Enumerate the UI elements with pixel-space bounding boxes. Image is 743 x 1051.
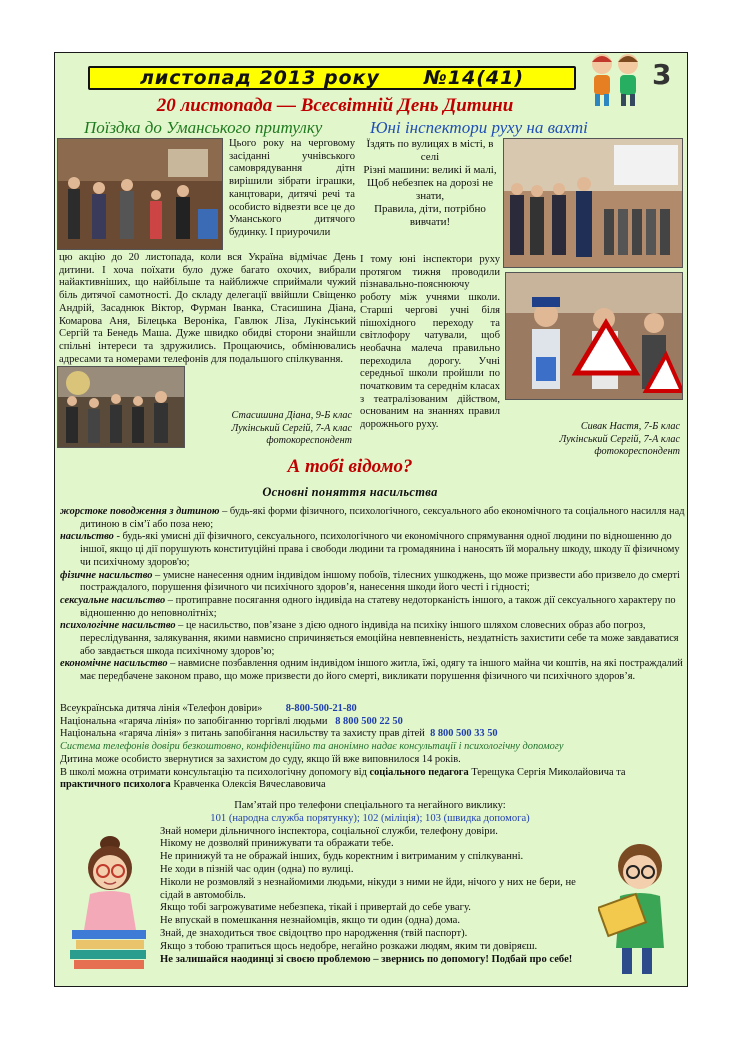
page-title: 20 листопада — Всесвітній День Дитини [156,95,514,116]
definition-term: сексуальне насильство [60,594,166,606]
issue-month: листопад 2013 року [139,67,380,89]
quiz-subtitle: Основні поняття насильства [262,485,438,499]
hotline-label: Національна «гаряча лінія» по запобіганню торгівлі людьми [60,715,328,727]
definition-item [60,620,688,658]
left-article-credits [190,410,352,448]
definition-term: насильство [60,531,114,543]
hotline-phone: 8 800 500 33 50 [430,728,498,740]
orphanage-visit-photo [57,138,223,250]
definition-text: – навмисне позбавлення одним індивідом іншого житла, їжі, одягу та іншого майна чи коштів, на які постраждалий має передбачене законом право, що може призвести до його смерті, викликати порушення фізичного чи психічного здоров’я. [80,658,683,683]
definition-term: жорстоке поводження з дитиною [60,506,220,517]
safety-memo [160,800,580,966]
memo-item: Якщо з тобою трапиться щось недобре, негайно розкажи людям, яким ти довіряєш. [160,940,538,952]
right-article-subtitle: Юні інспектори руху на вахті [370,118,588,137]
poem-line: Їздять по вулицях в місті, в селі [366,138,494,163]
help-role: практичного психолога [60,779,171,791]
poem-line: Щоб небезпек на дорозі не знати, [367,177,493,202]
hotline-phone: 8 800 500 22 50 [335,715,403,727]
left-author-caption: Стасишина Діана, 9-Б клас [231,410,352,421]
memo-item: Не принижуй та не ображай інших, будь коректним і витриманим у спілкуванні. [160,851,524,863]
right-article-body: І тому юні інспектори руху протягом тижня проводили пізнавально-пояснюючу роботу між учнями школи. Старші чергові учні біля пішохідного переходу та світлофору чатували, щоб необачна малеча правильно переходила дорогу. Учні середньої школи пройшли по початковим та середнім класах з театралізованим дійством, основаним на знаннях правил дорожнього руху. [360,254,500,431]
memo-item: Ніколи не розмовляй з незнайомими людьми, нікуди з ними не йди, нічого у них не бери, не сідай в автомобіль. [160,876,576,901]
memo-item: Знай, де знаходиться твоє свідоцтво про народження (твій паспорт). [160,927,468,939]
right-photographer-caption: Лукінський Сергій, 7-А клас [559,433,680,445]
hotline-trafficking [60,716,688,729]
hotline-label: Національна «гаряча лінія» з питань запобігання насильству та захисту прав дітей [60,728,425,740]
boy-reading-clipart [598,838,678,978]
girl-with-books-clipart [66,830,154,978]
right-article-credits [510,421,680,459]
memo-item: Не впускай в помешкання незнайомців, якщо ти один (одна) дома. [160,915,461,927]
hotline-violence [60,728,688,741]
definition-text: – будь-які форми фізичного, психологічного, сексуального або економічного та соціального насилля над дитиною в сім’ї або поза нею; [80,506,685,530]
definition-text: – це насильство, пов’язане з дією одного індивіда на психіку іншого шляхом словесних образ або погроз, переслідування, залякування, якими навмисно спричиняється емоційна невпевненість, нездатність захистити себе та може завдаватися або завдається шкода психічному здоров’ю; [80,620,679,657]
quiz-title: А тобі відомо? [287,456,413,477]
school-help-note [60,767,688,792]
definition-term: психологічне насильство [60,620,176,632]
help-role: соціального педагога [369,766,469,778]
hotline-label: Всеукраїнська дитяча лінія «Телефон довіри» [60,703,263,714]
hotline-note: Система телефонів довіри безкоштовно, конфіденційно та анонімно надає консультації і психологічну допомогу [60,741,564,753]
hotlines-block [60,703,688,792]
poem-line: Різні машини: великі й малі, [363,164,497,176]
left-photographer-caption: Лукінський Сергій, 7-А клас [231,422,352,434]
poem-line: Правила, діти, потрібно вивчати! [374,203,486,228]
group-photo-hall [57,366,185,448]
definition-term: економічне насильство [60,658,168,670]
definition-item [60,570,688,595]
page-number: 3 [652,58,672,91]
memo-item: Не ходи в пізній час один (одна) по вулиці. [160,863,354,875]
left-article-intro: Цього року на черговому засіданні учнівського самоврядування дітн вирішили зібрати іграшки, канцтовари, дитячі речі та особисто відвезти все це до Уманського дитячого будинку. І приурочили [229,138,355,238]
court-note: Дитина може особисто звернутися за захистом до суду, якщо їй вже виповнилося 14 років. [60,753,461,765]
definition-item [60,595,688,620]
left-article-body: цю акцію до 20 листопада, коли вся Україна відмічає День дитини. І хоча поїхати було дуже багато охочих, вибрали найактивніших, що найбільше та найближче сприймали чужий біль дитячої самотності. До складу делегації ввійшли Свіщенко Андрій, Засаднюк Віктор, Фурман Іванка, Стасишина Діана, Комарова Аня, Білецька Вероніка, Гавлюк Ліза, Лукінський Сергій та Бенедь Маша. Дуже швидко обидві сторони знайшли спільні інтереси та здружились. Прощаючись, обмінювались адресами та номерами телефонів для подальшого спілкування. [59,252,356,365]
issue-banner [88,66,576,90]
right-author-caption: Сивак Настя, 7-Б клас [580,421,680,432]
memo-item: Нікому не дозволяй принижувати та ображати тебе. [160,838,394,850]
definition-text: – протиправне посягання одного індивіда на статеву недоторканість іншого, а також дії сексуального характеру по відношенню до неповнолітніх; [80,594,676,619]
memo-item: Якщо тобі загрожуватиме небезпека, тікай і привертай до себе увагу. [160,902,471,914]
hotline-children [60,703,688,716]
memo-final: Не залишайся наодинці зі своєю проблемою – звернись по допомогу! Подбай про себе! [160,953,573,965]
left-photographer-role: фотокореспондент [266,435,352,446]
definition-item [60,658,688,683]
kids-clipart [582,48,650,108]
definitions-list [60,506,688,684]
young-inspectors-photo [505,272,683,400]
right-photographer-role: фотокореспондент [594,446,680,457]
help-text: Терещука Сергія Миколайовича та [468,766,626,778]
hotline-phone: 8-800-500-21-80 [285,703,357,714]
definition-item [60,531,688,569]
help-text: В школі можна отримати консультацію та психологічну допомогу від [60,766,370,778]
left-article-subtitle: Поїздка до Уманського притулку [84,118,323,137]
definition-text: - будь-які умисні дії фізичного, сексуального, психологічного чи економічного спрямування одної людини по відношенню до іншої, якщо ці дії порушують конституційні права і свободи людини та громадянина і наносять їй моральну шкоду, шкоду її фізичному чи психічному здоров'ю; [80,531,680,568]
memo-item: Знай номери дільничного інспектора, соціальної служби, телефону довіри. [160,825,498,837]
definition-text: – умисне нанесення одним індивідом іншому побоїв, тілесних ушкоджень, що може призвести або призвело до смерті постраждалого, порушення фізичного чи психічного здоров’я, нанесення шкоди його честі і гідності; [80,569,680,594]
inspectors-hall-photo [503,138,683,268]
issue-number: №14(41) [423,67,524,89]
traffic-poem [360,138,500,229]
definition-term: фізичне насильство [60,569,153,581]
definition-item [60,506,688,531]
memo-heading: Пам’ятай про телефони спеціального та негайного виклику: [234,800,506,811]
memo-emergency-numbers: 101 (народна служба порятунку); 102 (міліція); 103 (швидка допомога) [210,812,530,824]
help-text: Кравченка Олексія Вячеславовича [170,779,326,791]
